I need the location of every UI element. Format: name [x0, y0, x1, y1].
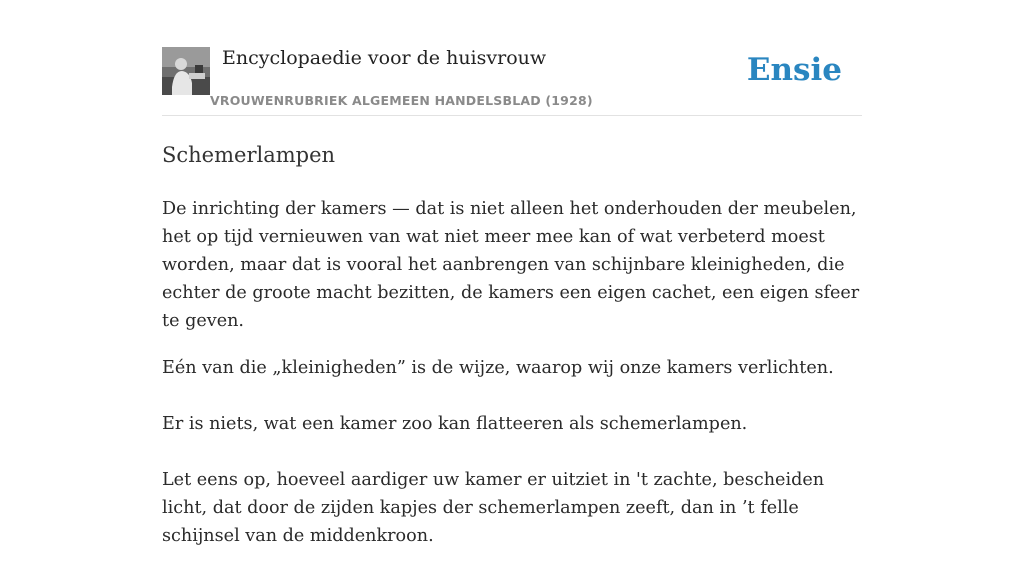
site-header [162, 0, 862, 116]
site-subtitle: VROUWENRUBRIEK ALGEMEEN HANDELSBLAD (1928) [210, 93, 593, 108]
site-name-link[interactable]: Encyclopaedie voor de huisvrouw [222, 47, 547, 69]
avatar-photo-icon [162, 47, 210, 95]
article-paragraph: Let eens op, hoeveel aardiger uw kamer er uitziet in 't zachte, bescheiden licht, dat door de zijden kapjes der schemerlampen zeeft, dan in ’t felle schijnsel van de middenkroon. [162, 470, 825, 546]
author-avatar[interactable] [162, 47, 210, 95]
ensie-logo-link[interactable]: Ensie [746, 52, 842, 88]
article-content [162, 139, 862, 569]
article-paragraph: Er is niets, wat een kamer zoo kan flatteeren als schemerlampen. [162, 414, 748, 434]
article-paragraph: De inrichting der kamers — dat is niet alleen het onderhouden der meubelen, het op tijd vernieuwen van wat niet meer mee kan of wat verbeterd moest worden, maar dat is vooral het aanbrengen van schijnbare kleinigheden, die echter de groote macht bezitten, de kamers een eigen cachet, een eigen sfeer te geven. [162, 199, 860, 331]
article-paragraph: Eén van die „kleinigheden” is de wijze, waarop wij onze kamers verlichten. [162, 358, 834, 378]
article-title: Schemerlampen [162, 143, 336, 167]
